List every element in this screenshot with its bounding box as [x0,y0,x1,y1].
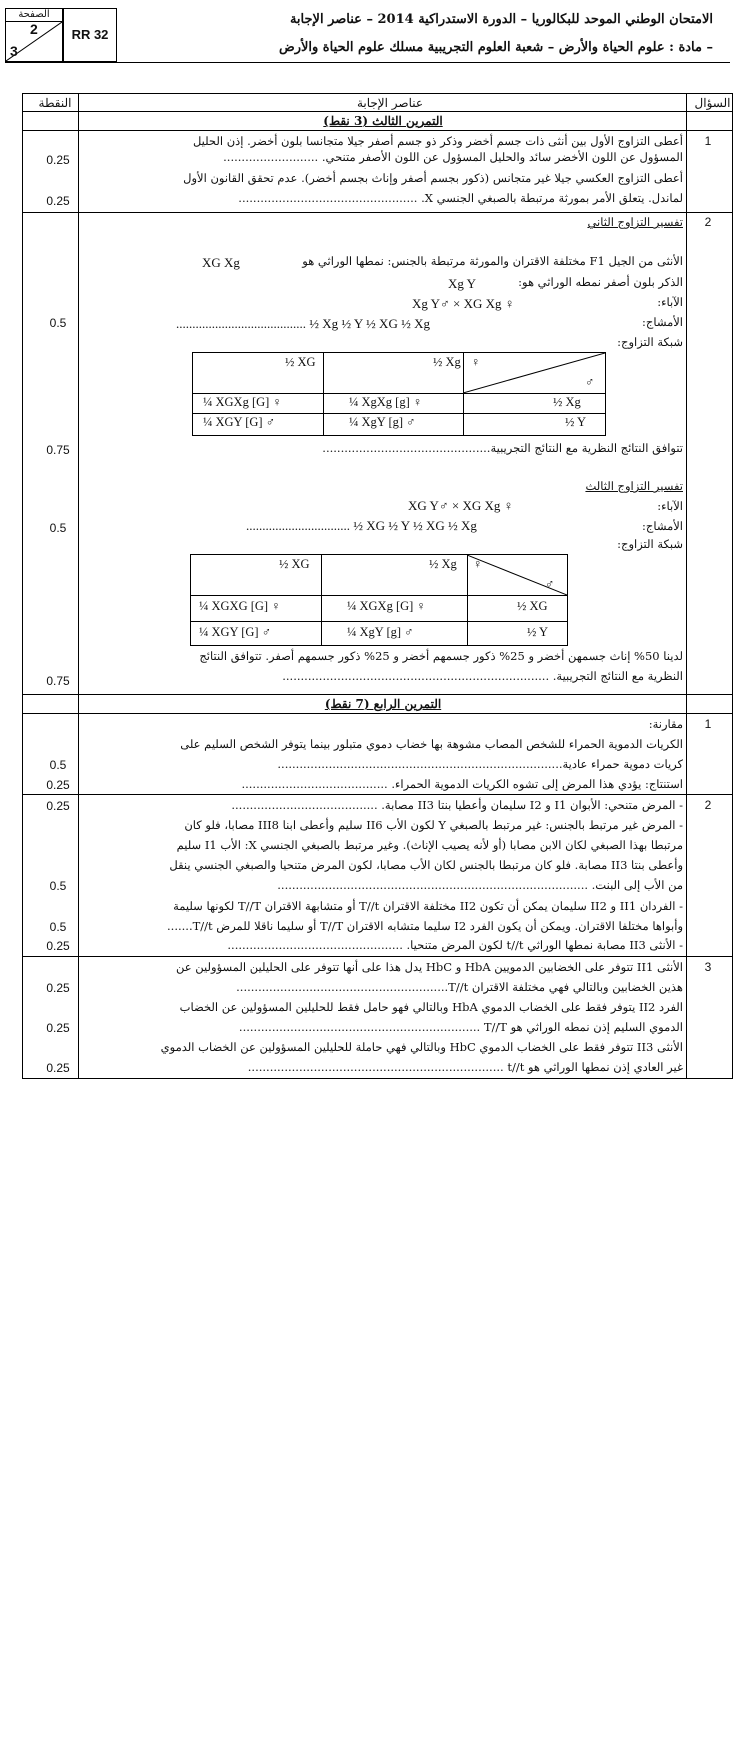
answer-line: الذكر بلون أصفر نمطه الوراثي هو: [518,275,683,289]
parents-cross: XG Y♂ × XG Xg ♀ [408,498,514,513]
answer-line: أعطى التزاوج الأول بين أنثى ذات جسم أخضر وذكر ذو جسم أصفر جيلا متجانسا بلون أخضر. إذن الحليل [192,134,683,148]
gametes: ................................ ½ XG ½ Y ½ XG ½ Xg [246,518,477,533]
score-value: 0.25 [46,981,70,995]
exam-title: الامتحان الوطني الموحد للبكالوريا – الدورة الاستدراكية 2014 – عناصر الإجابة [289,12,713,27]
answer-line: الفرد II2 يتوفر فقط على الخضاب الدموي HbA وبالتالي فهو حامل فقط للحليلين المسؤولين عن الخضاب [179,1000,683,1014]
female-gamete: ½ XG [279,557,310,571]
parents-label: الآباء: [657,295,683,309]
score-value: 0.5 [49,920,67,934]
score-value: 0.25 [46,1021,70,1035]
female-symbol: ♀ [473,557,483,571]
gametes-label: الأمشاج: [642,315,683,329]
offspring-cell: ¼ XgY [g] ♂ [349,415,416,429]
punnett-grid [192,352,606,436]
score-value: 0.25 [46,778,70,792]
grid-label: شبكة التزاوج: [617,335,683,349]
answer-subtitle: تفسير التزاوج الثالث [585,479,683,493]
offspring-cell: ¼ XGXg [G] ♀ [203,395,282,409]
punnett-grid [190,554,568,646]
offspring-cell: ¼ XGXg [G] ♀ [347,599,426,613]
page-number: 2 [30,21,38,37]
answer-line: لماندل. يتعلق الأمر بمورثة مرتبطة بالصبغي الجنسي X. ................................................. [238,191,683,205]
score-value: 0.5 [49,316,67,330]
answer-line: - الأنثى II3 مصابة نمطها الوراثي t//t لكون المرض متنحيا. ................................................ [227,938,683,952]
answer-line: الدموي السليم إذن نمطه الوراثي هو T//T .................................................................. [238,1020,683,1034]
answer-line: الأنثى II3 تتوفر فقط على الخضاب الدموي HbC وبالتالي فهي حاملة للحليلين المسؤولين عن الخضاب الدموي [160,1040,683,1054]
gametes: ........................................ ½ Xg ½ Y ½ XG ½ Xg [176,316,430,331]
grid-corner-diagonal [463,353,605,393]
score-value: 0.5 [49,879,67,893]
gametes-label: الأمشاج: [642,519,683,533]
exam-code: RR 32 [63,8,117,62]
female-gamete: ½ Xg [429,557,457,571]
answer-line: أعطى التزاوج العكسي جيلا غير متجانس (ذكور بجسم أصفر وإناث بجسم أخضر). عدم تحقق القانون الأول [183,171,683,185]
male-symbol: ♂ [545,577,555,591]
score-value: 0.5 [49,758,67,772]
page-total: 3 [10,43,18,59]
score-column-header: النقطة [38,96,72,110]
answer-line: وأعطى بنتا II3 مصابة. فلو كان مرتبطا بالجنس لكان الأب مصابا، لكون المرض متنحيا والصبغي الجنسي ينقل [169,858,683,872]
offspring-cell: ¼ XgXg [g] ♀ [349,395,423,409]
answer-line: مقارنة: [648,717,683,731]
answer-line: الأنثى من الجيل F1 مختلفة الاقتران والمورثة مرتبطة بالجنس: نمطها الوراثي هو [302,254,683,268]
parents-cross: Xg Y♂ × XG Xg ♀ [412,296,515,311]
male-gamete: ½ Y [565,415,587,429]
male-gamete: ½ Y [527,625,549,639]
male-gamete: ½ XG [517,599,548,613]
score-value: 0.5 [49,521,67,535]
parents-label: الآباء: [657,499,683,513]
answer-line: غير العادي إذن نمطها الوراثي هو t//t ...................................................................... [247,1060,683,1074]
question-number: 1 [704,717,712,731]
answer-line: الكريات الدموية الحمراء للشخص المصاب مشوهة بها خضاب دموي متبلور بينما يتوفر الشخص السليم على [180,737,683,751]
female-symbol: ♀ [471,355,481,369]
question-number: 3 [704,960,712,974]
grid-label: شبكة التزاوج: [617,537,683,551]
question-number: 1 [704,134,712,148]
exam-subject: – مادة : علوم الحياة والأرض – شعبة العلوم التجريبية مسلك علوم الحياة والأرض [278,40,713,55]
score-value: 0.75 [46,674,70,688]
score-value: 0.25 [46,799,70,813]
answer-line: - المرض غير مرتبط بالجنس: غير مرتبط بالصبغي Y لكون الأب II6 سليم وأعطى ابنا III8 مصابا، فلو كان [184,818,683,832]
genotype: XG Xg [202,255,240,270]
answer-subtitle: تفسير التزاوج الثاني [587,215,683,229]
offspring-cell: ¼ XGY [G] ♂ [203,415,276,429]
offspring-cell: ¼ XgY [g] ♂ [347,625,414,639]
exercise-3-title: التمرين الثالث (3 نقط) [323,114,443,128]
score-value: 0.25 [46,153,70,167]
answer-line: وأبواها مختلفا الاقتران. ويمكن أن يكون الفرد I2 سليما متشابه الاقتران T//T أو سليما ناقلا للمرض T//t....... [167,919,683,933]
page-label: الصفحة [6,9,62,22]
offspring-cell: ¼ XGY [G] ♂ [199,625,272,639]
female-gamete: ½ Xg [433,355,461,369]
answer-line: مرتبطا بهذا الصبغي لكان الابن مصابا (أو لأنه يصيب الإناث). وغير مرتبط بالصبغي الجنسي X: الأب I1 سليم [176,838,683,852]
question-number: 2 [704,215,712,229]
conclusion-line: النظرية مع النتائج التجريبية. ......................................................................... [282,669,683,683]
answer-line: الأنثى II1 تتوفر على الخضابين الدمويين HbA و HbC يدل هذا على أنها تتوفر على الحليلين المسؤولين عن [176,960,683,974]
answer-line: استنتاج: يؤدي هذا المرض إلى تشوه الكريات الدموية الحمراء. ........................................ [241,777,683,791]
offspring-cell: ¼ XGXG [G] ♀ [199,599,281,613]
answer-line: - الفردان II1 و II2 سليمان يمكن أن تكون II2 مختلفة الاقتران T//t أو متشابهة الاقتران T//T لكونها سليمة [173,899,683,913]
score-value: 0.25 [46,194,70,208]
male-gamete: ½ Xg [553,395,581,409]
exercise-4-title: التمرين الرابع (7 نقط) [324,697,442,711]
answers-column-header: عناصر الإجابة [356,96,424,110]
genotype: Xg Y [448,276,477,291]
answer-line: - المرض متنحي: الأبوان I1 و I2 سليمان وأعطيا بنتا II3 مصابة. ........................................ [231,798,683,812]
answer-line: المسؤول عن اللون الأخضر سائد والحليل المسؤول عن اللون الأصفر متنحي. .......................... [223,150,683,164]
score-value: 0.25 [46,1061,70,1075]
score-value: 0.75 [46,443,70,457]
male-symbol: ♂ [585,375,595,389]
female-gamete: ½ XG [285,355,316,369]
answer-line: كريات دموية حمراء عادية.............................................................................. [277,757,683,771]
score-value: 0.25 [46,939,70,953]
question-column-header: السؤال [694,96,731,110]
conclusion-line: لدينا 50% إناث جسمهن أخضر و 25% ذكور جسمهم أخضر و 25% ذكور جسمهم أصفر. تتوافق النتائج [199,649,683,663]
question-number: 2 [704,798,712,812]
answer-line: من الأب إلى البنت. ..................................................................................... [277,878,683,892]
conclusion-line: تتوافق النتائج النظرية مع النتائج التجريبية.............................................. [322,441,683,455]
answer-line: هذين الخضابين وبالتالي فهي مختلفة الاقتران T//t.......................................................... [236,980,683,994]
